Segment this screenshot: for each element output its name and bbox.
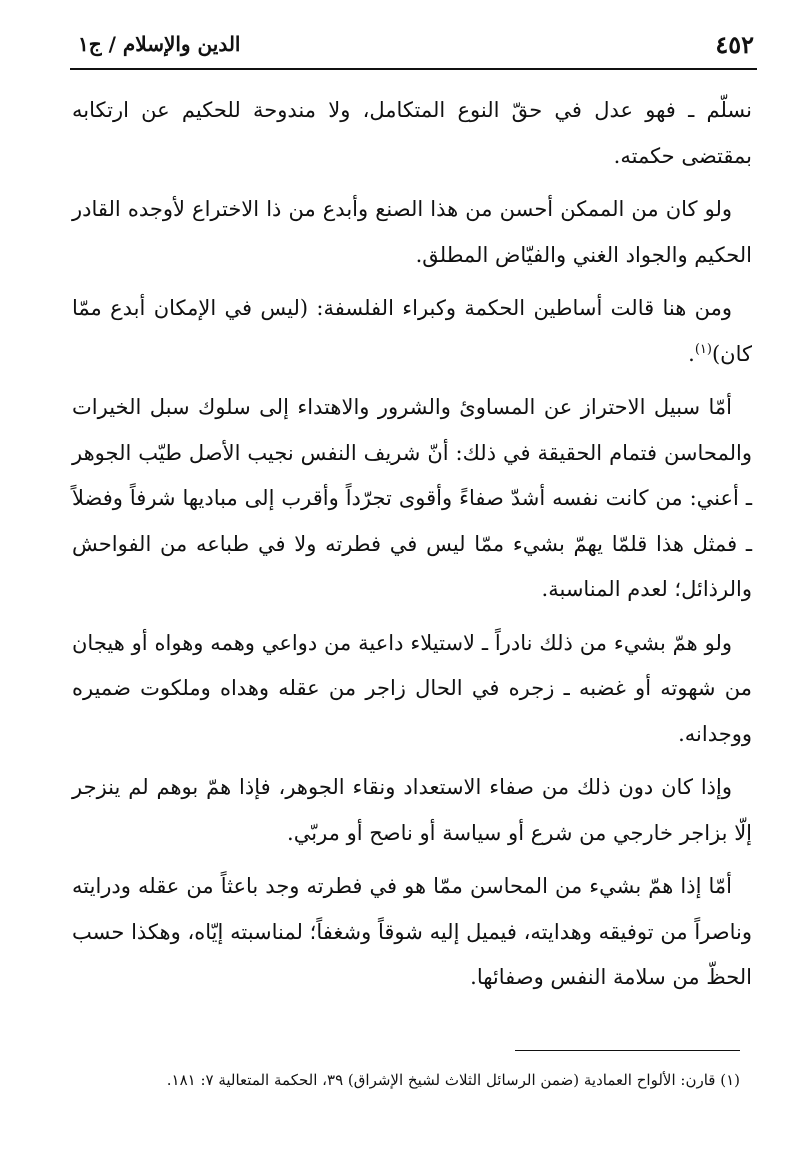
main-text: [72, 88, 752, 1009]
paragraph-5: ولو همّ بشيء من ذلك نادراً ـ لاستيلاء داعية من دواعي وهمه وهواه أو هيجان من شهوته أو غضبه ـ زجره في الحال زاجر من عقله وهداه وملكوت ضميره ووجدانه.: [72, 630, 752, 746]
paragraph-3-end: .: [688, 341, 695, 366]
paragraph-4: أمّا سبيل الاحتراز عن المساوئ والشرور والاهتداء إلى سلوك سبل الخيرات والمحاسن فتمام الحقيقة في ذلك: أنّ شريف النفس نجيب الأصل طيّب الجوهر ـ أعني: من كانت نفسه أشدّ صفاءً وأقوى تجرّداً وأقرب إلى مباديها شرفاً وفضلاً ـ فمثل هذا قلمّا يهمّ بشيء ممّا ليس في فطرته ولا في طباعه من الفواحش والرذائل؛ لعدم المناسبة.: [72, 395, 752, 601]
footnote-reference[interactable]: (١): [694, 341, 712, 357]
paragraph-6: وإذا كان دون ذلك من صفاء الاستعداد ونقاء الجوهر، فإذا همّ بوهم لم ينزجر إلّا بزاجر خارجي من شرع أو سياسة أو ناصح أو مربّي.: [72, 775, 752, 845]
paragraph-3: [72, 286, 752, 377]
page-number: ٤٥٢: [715, 30, 754, 59]
footnote: (١) قارن: الألواح العمادية (ضمن الرسائل الثلاث لشيخ الإشراق) ٣٩، الحكمة المتعالية ٧: ١٨١.: [166, 1071, 740, 1089]
paragraph-3-text: ومن هنا قالت أساطين الحكمة وكبراء الفلسفة: (ليس في الإمكان أبدع ممّا كان): [72, 296, 752, 366]
paragraph-2: ولو كان من الممكن أحسن من هذا الصنع وأبدع من ذا الاختراع لأوجده القادر الحكيم والجواد الغني والفيّاض المطلق.: [72, 197, 752, 267]
footnote-divider: [515, 1050, 740, 1051]
page-header: [78, 30, 754, 64]
paragraph-7: أمّا إذا همّ بشيء من المحاسن ممّا هو في فطرته وجد باعثاً من عقله ودرايته وناصراً من توفيقه وهدايته، فيميل إليه شوقاً وشغفاً؛ لمناسبته إيّاه، وهكذا حسب الحظّ من سلامة النفس وصفائها.: [72, 874, 752, 989]
paragraph-1: نسلّم ـ فهو عدل في حقّ النوع المتكامل، ولا مندوحة للحكيم عن ارتكابه بمقتضى حكمته.: [72, 98, 752, 168]
running-title: الدين والإسلام / ج١: [78, 32, 241, 56]
header-divider: [70, 68, 757, 70]
